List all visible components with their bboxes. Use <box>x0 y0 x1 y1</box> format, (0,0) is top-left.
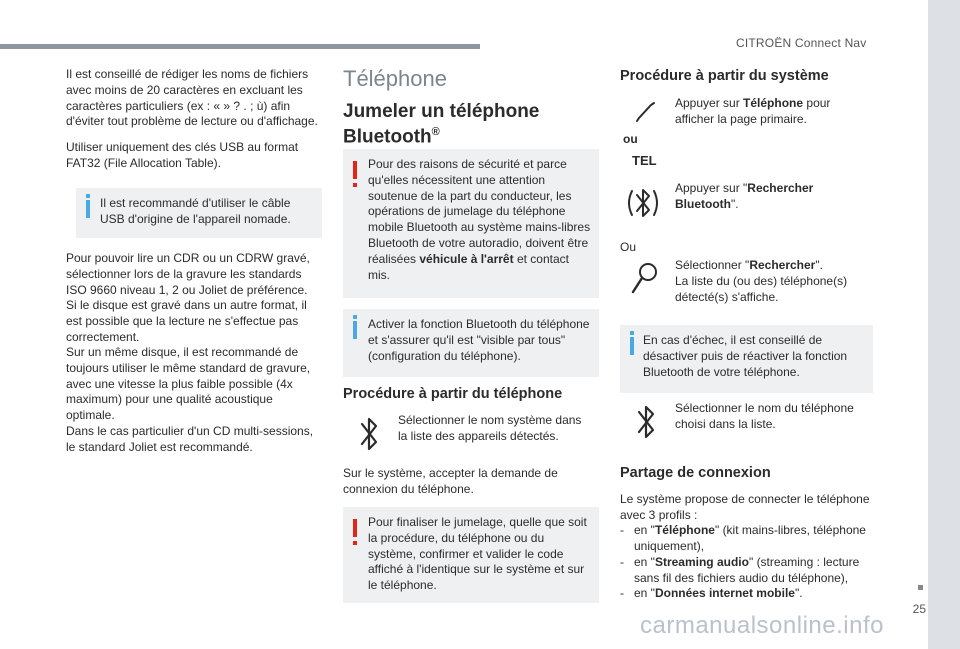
heading-text: Jumeler un téléphone Bluetooth <box>343 101 540 148</box>
warning-icon <box>353 161 357 179</box>
paragraph-usb-format: Utiliser uniquement des clés USB au format FAT32 (File Allocation Table). <box>66 140 299 170</box>
subheading-connection-sharing: Partage de connexion <box>620 465 771 481</box>
section-title: Téléphone <box>343 66 447 91</box>
list-text-a: en " <box>634 586 655 600</box>
brand-title: CITROËN Connect Nav <box>736 36 867 50</box>
step2-text-bold: Rechercher Bluetooth <box>675 181 814 211</box>
info-note-activate <box>343 309 599 377</box>
paragraph-multisession: Dans le cas particulier d'un CD multi-sessions, le standard Joliet est recommandé. <box>66 424 314 454</box>
list-item-text <box>634 555 874 587</box>
list-item <box>620 586 875 602</box>
subheading-from-system: Procédure à partir du système <box>620 68 829 84</box>
list-text-c: " (kit mains-libres, téléphone uniquement), <box>634 523 866 553</box>
info-note-text: Il est recommandé d'utiliser le câble USB d'origine de l'appareil nomade. <box>100 196 291 226</box>
paragraph-format: Si le disque est gravé dans un autre format, il est possible que la lecture ne s'effectue pas correctement. <box>66 298 307 344</box>
warning-note-safety <box>343 149 599 298</box>
list-text-bold: Streaming audio <box>654 555 749 569</box>
subheading-from-phone: Procédure à partir du téléphone <box>343 386 563 402</box>
step3-text-c: ". <box>815 258 823 272</box>
step-select-system: Sélectionner le nom système dans la liste des appareils détectés. <box>398 413 582 443</box>
page-number: 25 <box>912 602 926 616</box>
list-text-a: en " <box>634 523 655 537</box>
step2-text-c: ". <box>731 196 739 211</box>
list-item <box>620 523 875 555</box>
phone-handset-icon <box>632 98 658 124</box>
step3-line1 <box>675 258 865 274</box>
step-press-telephone <box>675 96 865 128</box>
info-note-text: Activer la fonction Bluetooth du téléphone et s'assurer qu'il est "visible par tous" (configuration du téléphone). <box>368 317 590 363</box>
info-icon <box>86 200 90 218</box>
list-text-bold: Téléphone <box>654 523 715 537</box>
list-dash: - <box>620 523 624 537</box>
info-icon <box>630 337 634 355</box>
info-note-text: En cas d'échec, il est conseillé de désactiver puis de réactiver la fonction Bluetooth de votre téléphone. <box>643 333 848 379</box>
step-press-search-bluetooth <box>675 181 865 213</box>
step-select-search <box>675 258 865 305</box>
paragraph-filenames: Il est conseillé de rédiger les noms de fichiers avec moins de 20 caractères en excluant les caractères particuliers (ex : « » ? . ; ù) afin d'éviter tout problème de lecture ou d'affichage. <box>66 67 318 129</box>
paragraph-same-standard: Sur un même disque, il est recommandé de toujours utiliser le même standard de gravure, avec une vitesse la plus faible possible (4x maximum) pour une qualité acoustique optimale. <box>66 345 311 423</box>
warning-icon <box>353 519 357 537</box>
warning-note-text <box>368 157 592 283</box>
list-item-text <box>634 586 874 602</box>
list-item-text <box>634 523 874 555</box>
bluetooth-icon <box>357 414 381 454</box>
step1-text-c: pour afficher la page primaire. <box>675 96 831 126</box>
warning-note-confirm <box>343 507 599 603</box>
info-icon <box>353 321 357 339</box>
watermark: carmanualsonline.info <box>640 612 884 639</box>
warning-text-c: et contact mis. <box>368 251 569 282</box>
paragraph-profiles: Le système propose de connecter le téléphone avec 3 profils : <box>620 492 870 522</box>
step-select-phone: Sélectionner le nom du téléphone choisi dans la liste. <box>675 401 854 431</box>
list-text-bold: Données internet mobile <box>654 586 795 600</box>
warning-note-text: Pour finaliser le jumelage, quelle que soit la procédure, du téléphone ou du système, confirmer et valider le code affiché à l'identique sur le système et sur le téléphone. <box>368 515 587 593</box>
or-label: ou <box>623 132 638 146</box>
or-text: Ou <box>620 240 637 254</box>
list-dash: - <box>620 586 624 600</box>
warning-text-a: Pour des raisons de sécurité et parce qu'elles nécessitent une attention soutenue de la part du conducteur, les opérations de jumelage du téléphone mobile Bluetooth au système mains-libres Bluetooth de votre autoradio, doivent être réalisées <box>368 157 591 266</box>
step1-text-bold: Téléphone <box>743 96 804 110</box>
end-marker <box>918 585 923 590</box>
step1-text-a: Appuyer sur <box>675 96 744 110</box>
step3-text-a: Sélectionner " <box>675 258 750 272</box>
paragraph-accept: Sur le système, accepter la demande de connexion du téléphone. <box>343 466 558 496</box>
info-note-failure <box>620 325 873 393</box>
paragraph-cdr: Pour pouvoir lire un CDR ou un CDRW gravé, sélectionner lors de la gravure les standards ISO 9660 niveau 1, 2 ou Joliet de préférence. <box>66 251 310 297</box>
list-text-c: " (streaming : lecture sans fil des fichiers audio du téléphone), <box>634 555 860 585</box>
list-text-a: en " <box>634 555 655 569</box>
step3-line2: La liste du (ou des) téléphone(s) détecté(s) s'affiche. <box>675 273 848 304</box>
search-magnifier-icon <box>629 260 661 296</box>
tel-label: TEL <box>632 153 657 168</box>
list-text-c: ". <box>794 586 803 600</box>
list-item <box>620 555 875 587</box>
heading-pair-bluetooth <box>343 101 593 147</box>
list-dash: - <box>620 555 624 569</box>
step2-text-a: Appuyer sur " <box>675 181 748 195</box>
step3-text-bold: Rechercher <box>749 258 816 272</box>
warning-text-bold: véhicule à l'arrêt <box>419 251 514 266</box>
page-side-strip <box>928 0 960 649</box>
heading-sup: ® <box>431 126 440 138</box>
bluetooth-icon <box>634 402 658 442</box>
header-bar <box>0 44 480 49</box>
bluetooth-search-icon <box>623 180 663 226</box>
info-note-usb-cable <box>76 188 322 238</box>
